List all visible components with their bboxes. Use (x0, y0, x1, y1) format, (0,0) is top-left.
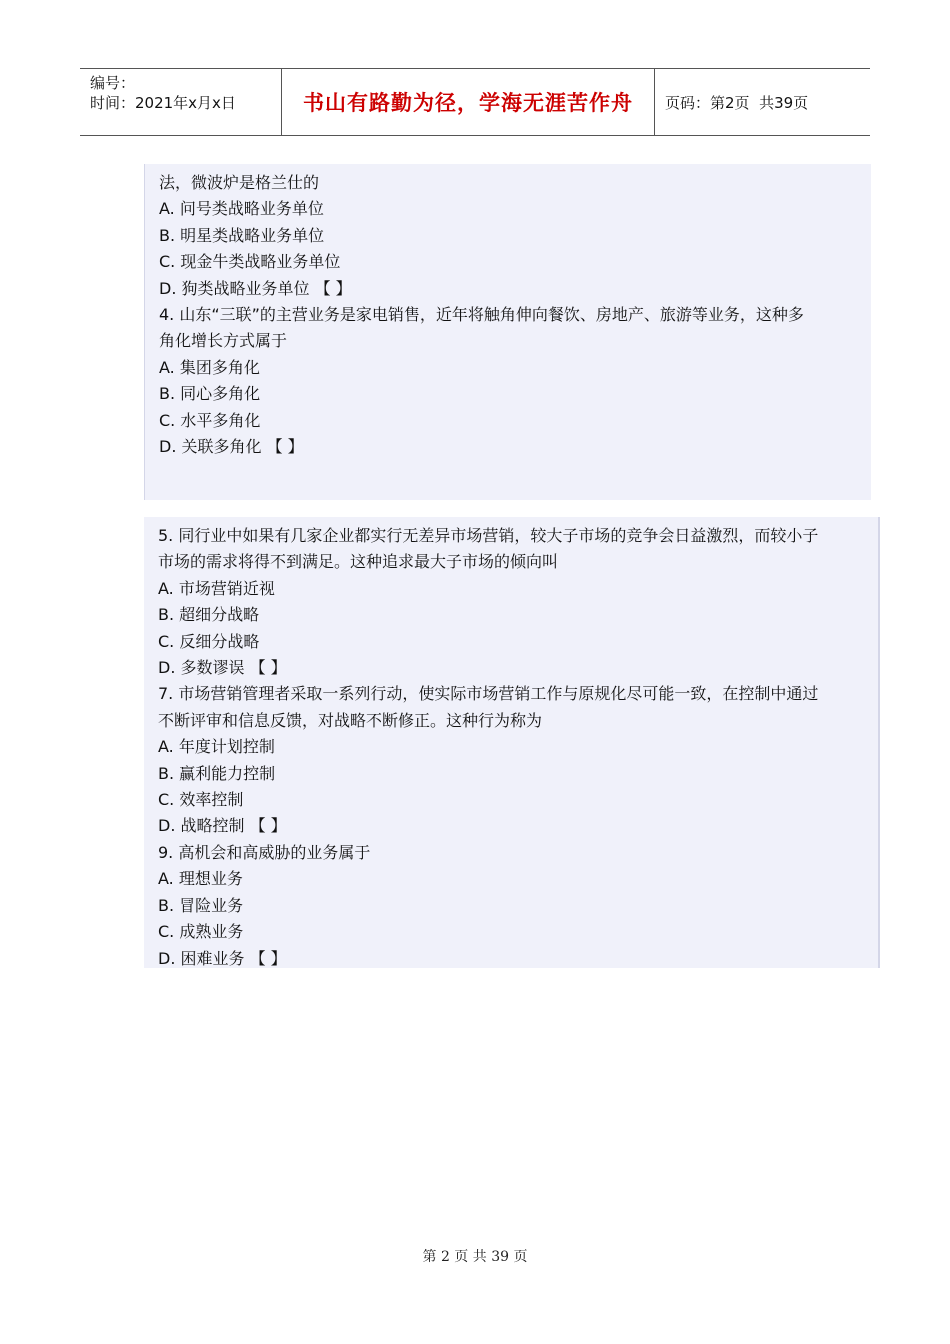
option-line: B. 同心多角化 (159, 384, 261, 404)
page-info-text: 页码：第2页 共39页 (665, 93, 809, 112)
option-line: A. 集团多角化 (159, 357, 260, 377)
option-line: D. 困难业务 【 】 (158, 948, 287, 968)
date-label: 时间：2021年x月x日 (90, 94, 236, 112)
header-meta (80, 69, 282, 135)
number-label: 编号： (90, 74, 136, 92)
option-line: D. 狗类战略业务单位 【 】 (159, 278, 352, 298)
question-line: 不断评审和信息反馈，对战略不断修正。这种行为称为 (158, 710, 543, 730)
question-line: 5. 同行业中如果有几家企业都实行无差异市场营销，较大子市场的竞争会日益激烈，而较小子 (158, 526, 819, 545)
question-line: 角化增长方式属于 (159, 331, 288, 351)
option-line: C. 现金牛类战略业务单位 (159, 252, 341, 272)
option-line: D. 战略控制 【 】 (158, 816, 287, 836)
question-line: 9. 高机会和高威胁的业务属于 (158, 842, 371, 862)
question-line: 法，微波炉是格兰仕的 (159, 173, 320, 192)
page-footer: 第 2 页 共 39 页 (422, 1249, 528, 1265)
question-line: 4. 山东“三联”的主营业务是家电销售，近年将触角伸向餐饮、房地产、旅游等业务，这种多 (159, 305, 804, 325)
header-page-info (655, 69, 870, 135)
page-header (80, 68, 870, 136)
option-line: B. 冒险业务 (158, 895, 244, 915)
option-line: A. 问号类战略业务单位 (159, 199, 324, 219)
option-line: B. 明星类战略业务单位 (159, 225, 325, 245)
option-line: D. 多数谬误 【 】 (158, 658, 287, 678)
option-line: A. 年度计划控制 (158, 737, 275, 757)
option-line: B. 赢利能力控制 (158, 763, 276, 783)
option-line: B. 超细分战略 (158, 605, 260, 625)
question-line: 市场的需求将得不到满足。这种追求最大子市场的倾向叫 (158, 552, 559, 572)
question-line: 7. 市场营销管理者采取一系列行动，使实际市场营销工作与原规化尽可能一致，在控制中通过 (158, 684, 819, 704)
option-line: A. 市场营销近视 (158, 578, 275, 598)
question-panel-1 (144, 164, 871, 500)
option-line: D. 关联多角化 【 】 (159, 437, 304, 457)
option-line: C. 反细分战略 (158, 631, 260, 651)
header-motto: 书山有路勤为径，学海无涯苦作舟 (282, 69, 655, 135)
option-line: C. 成熟业务 (158, 922, 244, 942)
question-panel-2 (144, 517, 880, 968)
option-line: C. 水平多角化 (159, 410, 261, 430)
option-line: C. 效率控制 (158, 790, 244, 810)
option-line: A. 理想业务 (158, 869, 243, 889)
